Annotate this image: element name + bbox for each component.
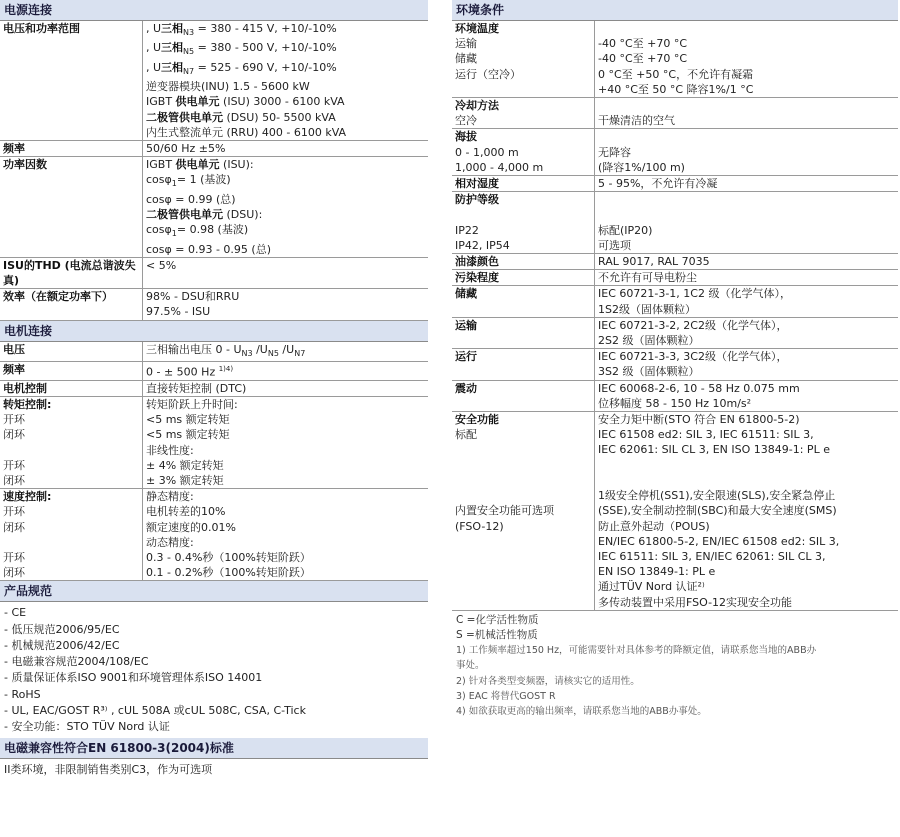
spec-key: 污染程度	[452, 270, 595, 286]
spec-value-line: IEC 60721-3-1, 1C2 级（化学气体），	[598, 287, 791, 301]
spec-key: 环境温度 运输 储藏 运行（空冷）	[452, 21, 595, 98]
spec-value-line: 直接转矩控制 (DTC)	[146, 381, 247, 395]
spec-value-line: 1级安全停机(SS1),安全限速(SLS),安全紧急停止	[598, 489, 836, 503]
spec-key-sub	[455, 207, 592, 222]
spec-key: 运输	[452, 317, 595, 348]
spec-row	[0, 21, 428, 140]
spec-key: 相对湿度	[452, 176, 595, 192]
spec-key-sub: 闭环	[3, 428, 25, 442]
spec-value-line: 标配(IP20)	[598, 223, 653, 237]
spec-value-line: 3S2 级（固体颗粒）	[598, 365, 700, 379]
spec-value-line: EN/IEC 61800-5-2, EN/IEC 61508 ed2: SIL 3,	[598, 534, 840, 548]
left-column	[0, 0, 428, 781]
spec-row	[452, 317, 898, 348]
spec-key-sub	[455, 473, 592, 488]
spec-value-line: IEC 60068-2-6, 10 - 58 Hz 0.075 mm	[598, 381, 800, 395]
spec-value-line: 转矩阶跃上升时间:	[146, 398, 238, 412]
spec-row	[452, 21, 898, 98]
product-spec-item: - 电磁兼容规范2004/108/EC	[4, 655, 149, 669]
spec-row	[0, 289, 428, 320]
spec-row	[452, 129, 898, 176]
spec-key: 电机控制	[0, 380, 143, 396]
spec-row	[0, 157, 428, 258]
spec-key-sub: 闭环	[3, 566, 25, 580]
spec-value-line: 二极管供电单元 (DSU):	[146, 207, 263, 221]
spec-row	[0, 361, 428, 380]
spec-key-sub: 闭环	[3, 520, 25, 534]
spec-value-line: 电机转差的10%	[146, 505, 226, 519]
spec-value-line: 0 °C至 +50 °C，不允许有凝霜	[598, 67, 754, 81]
footnote-item: 3) EAC 将替代GOST R	[456, 690, 556, 702]
spec-key-sub: 1,000 - 4,000 m	[455, 160, 544, 174]
spec-value-line: 防止意外起动（POUS)	[598, 519, 710, 533]
spec-value-line: IGBT 供电单元 (ISU) 3000 - 6100 kVA	[146, 95, 345, 109]
spec-value-line: 非线性度:	[146, 443, 194, 457]
spec-key-sub: 开环	[3, 458, 25, 472]
spec-value	[143, 257, 429, 288]
spec-key-sub: (FSO-12)	[455, 519, 504, 533]
spec-value	[143, 289, 429, 320]
spec-value	[143, 21, 429, 140]
spec-key: 油漆颜色	[452, 254, 595, 270]
spec-row	[0, 140, 428, 156]
product-spec-item: - 低压规范2006/95/EC	[4, 622, 120, 636]
spec-value-line: 98% - DSU和RRU	[146, 290, 240, 304]
emc-text: II类环境，非限制销售类别C3，作为可选项	[4, 763, 213, 777]
spec-key: 频率	[0, 140, 143, 156]
spec-key-sub: 闭环	[3, 474, 25, 488]
spec-key-sub: 空冷	[455, 114, 477, 128]
spec-value-line: 二极管供电单元 (DSU) 50- 5500 kVA	[146, 110, 336, 124]
spec-value-line: 安全力矩中断(STO 符合 EN 61800-5-2)	[598, 413, 800, 427]
spec-key-sub: 开环	[3, 551, 25, 565]
spec-value-line: 97.5% - ISU	[146, 305, 211, 319]
spec-value-line: 0.3 - 0.4%秒（100%转矩阶跃）	[146, 551, 311, 565]
spec-key: 运行	[452, 349, 595, 380]
spec-row	[452, 176, 898, 192]
spec-value-line: 动态精度:	[146, 535, 194, 549]
spec-value-line: 50/60 Hz ±5%	[146, 141, 226, 155]
spec-value-line: 逆变器模块(INU) 1.5 - 5600 kW	[146, 80, 310, 94]
spec-value	[595, 380, 899, 411]
spec-value	[143, 342, 429, 362]
spec-key: 海拔 0 - 1,000 m 1,000 - 4,000 m	[452, 129, 595, 176]
spec-value-line: IEC 60721-3-2, 2C2级（化学气体），	[598, 318, 788, 332]
spec-value-line: ± 4% 额定转矩	[146, 458, 224, 472]
footnotes	[452, 611, 898, 721]
product-spec-item: - CE	[4, 606, 27, 620]
spec-value-line: IGBT 供电单元 (ISU):	[146, 158, 254, 172]
spec-value	[143, 489, 429, 581]
spec-key-sub: 标配	[455, 428, 477, 442]
spec-row	[452, 254, 898, 270]
footnote-item: 4) 如欲获取更高的输出频率，请联系您当地的ABB办事处。	[456, 705, 707, 717]
spec-key: ISU的THD (电流总谐波失真)	[0, 257, 143, 288]
spec-value-line: 1S2级（固体颗粒）	[598, 302, 696, 316]
spec-key-sub	[3, 535, 140, 550]
spec-value-line: 静态精度:	[146, 490, 194, 504]
spec-value-line: < 5%	[146, 258, 177, 272]
spec-row	[0, 397, 428, 489]
spec-value-line: , U三相$_{N7}$ = 525 - 690 V, +10/-10%	[146, 60, 337, 76]
product-spec-item: - RoHS	[4, 687, 41, 701]
spec-value	[595, 129, 899, 176]
spec-key-sub: 开环	[3, 505, 25, 519]
spec-row	[452, 98, 898, 129]
spec-value-line: 通过TÜV Nord 认证²⁾	[598, 580, 705, 594]
spec-key: 电压和功率范围	[0, 21, 143, 140]
spec-value	[143, 397, 429, 489]
spec-row	[452, 380, 898, 411]
spec-value-line: <5 ms 额定转矩	[146, 413, 230, 427]
spec-value	[595, 176, 899, 192]
spec-row	[452, 349, 898, 380]
spec-key: 速度控制: 开环 闭环 开环 闭环	[0, 489, 143, 581]
power-section-title: 电源连接	[0, 0, 428, 21]
spec-value-line: <5 ms 额定转矩	[146, 428, 230, 442]
spec-key-sub: IP22	[455, 223, 479, 237]
spec-key-sub	[455, 488, 592, 503]
spec-value-line: RAL 9017, RAL 7035	[598, 255, 710, 269]
spec-value	[143, 140, 429, 156]
spec-value-line: , U三相$_{N5}$ = 380 - 500 V, +10/-10%	[146, 41, 337, 57]
spec-row	[0, 489, 428, 581]
spec-row	[452, 286, 898, 317]
spec-value-line: cosφ = 0.93 - 0.95 (总)	[146, 242, 272, 256]
spec-value	[595, 317, 899, 348]
spec-value	[595, 98, 899, 129]
spec-value-line: (降容1%/100 m)	[598, 160, 685, 174]
spec-value-line	[598, 192, 896, 207]
product-spec-item: - UL, EAC/GOST R³⁾ , cUL 508A 或cUL 508C, CSA, C-Tick	[4, 703, 306, 717]
footnote-item: 事处。	[456, 660, 485, 672]
env-section-title: 环境条件	[452, 0, 898, 21]
product-spec-list	[0, 602, 428, 738]
spec-row	[452, 270, 898, 286]
spec-value-line: IEC 60721-3-3, 3C2级（化学气体），	[598, 350, 788, 364]
spec-key-sub: 开环	[3, 413, 25, 427]
spec-value-line: 三相输出电压 $0 - U_{N3}$ $/U_{N5}$ $/U_{N7}$	[146, 342, 306, 358]
spec-key: 冷却方法 空冷	[452, 98, 595, 129]
spec-value-line: cosφ = 0.99 (总)	[146, 192, 236, 206]
footnote-item: S =机械活性物质	[456, 628, 538, 641]
spec-key: 防护等级 IP22 IP42, IP54	[452, 192, 595, 254]
emc-section-title: 电磁兼容性符合EN 61800-3(2004)标准	[0, 738, 428, 759]
env-table	[452, 21, 898, 611]
spec-row	[0, 342, 428, 362]
spec-value	[143, 380, 429, 396]
spec-value-line: -40 °C至 +70 °C	[598, 52, 688, 66]
spec-value-line	[598, 129, 896, 144]
spec-value-line	[598, 98, 896, 113]
spec-key-sub: 运行（空冷）	[455, 67, 521, 81]
spec-key: 功率因数	[0, 157, 143, 258]
power-table	[0, 21, 428, 321]
spec-value-line: 0 - ± 500 Hz $^{1)4)}$	[146, 364, 234, 379]
spec-value-line: EN ISO 13849-1: PL e	[598, 565, 716, 579]
spec-value-line: ± 3% 额定转矩	[146, 474, 224, 488]
spec-key: 储藏	[452, 286, 595, 317]
footnote-item: C =化学活性物质	[456, 613, 539, 626]
spec-row	[452, 192, 898, 254]
spec-value-line: 可选项	[598, 238, 631, 252]
spec-value-line: 0.1 - 0.2%秒（100%转矩阶跃）	[146, 566, 311, 580]
spec-key: 转矩控制: 开环 闭环 开环 闭环	[0, 397, 143, 489]
spec-row	[0, 257, 428, 288]
spec-key: 电压	[0, 342, 143, 362]
spec-value-line: 额定速度的0.01%	[146, 520, 236, 534]
spec-key-sub	[455, 458, 592, 473]
spec-value-line	[598, 207, 896, 222]
spec-key-sub	[3, 443, 140, 458]
spec-value-line: 不允许有可导电粉尘	[598, 271, 697, 285]
spec-value	[595, 21, 899, 98]
spec-value-line: 内生式整流单元 (RRU) 400 - 6100 kVA	[146, 125, 347, 139]
product-spec-item: - 机械规范2006/42/EC	[4, 638, 120, 652]
spec-value	[595, 254, 899, 270]
spec-value-line: , U三相$_{N3}$ = 380 - 415 V, +10/-10%	[146, 22, 337, 38]
spec-value-line: +40 °C至 50 °C 降容1%/1 °C	[598, 82, 754, 96]
spec-key: 效率（在额定功率下）	[0, 289, 143, 320]
spec-key-sub: 内置安全功能可选项	[455, 504, 554, 518]
spec-value-line: 2S2 级（固体颗粒）	[598, 334, 700, 348]
spec-value-line: 位移幅度 58 - 150 Hz 10m/s²	[598, 396, 752, 410]
spec-value	[595, 270, 899, 286]
spec-value-line: IEC 61511: SIL 3, EN/IEC 62061: SIL CL 3,	[598, 549, 826, 563]
spec-value-line: (SSE),安全制动控制(SBC)和最大安全速度(SMS)	[598, 504, 837, 518]
spec-value-line: -40 °C至 +70 °C	[598, 37, 688, 51]
spec-key: 震动	[452, 380, 595, 411]
spec-value-line: cosφ$_1$= 0.98 (基波)	[146, 223, 249, 239]
spec-value	[595, 412, 899, 611]
spec-row	[0, 380, 428, 396]
spec-value-line: IEC 61508 ed2: SIL 3, IEC 61511: SIL 3,	[598, 428, 814, 442]
spec-key-sub	[455, 442, 592, 457]
spec-value	[143, 361, 429, 380]
spec-row	[452, 412, 898, 611]
product-section-title: 产品规范	[0, 581, 428, 602]
spec-value-line: IEC 62061: SIL CL 3, EN ISO 13849-1: PL e	[598, 443, 830, 457]
spec-value-line: 无降容	[598, 145, 631, 159]
footnote-item: 1) 工作频率超过150 Hz，可能需要针对具体参考的降额定值，请联系您当地的ABB办	[456, 645, 817, 657]
spec-key-sub: 运输	[455, 37, 477, 51]
spec-value-line: cosφ$_1$= 1 (基波)	[146, 173, 231, 189]
spec-key-sub: 储藏	[455, 52, 477, 66]
spec-value-line: 干燥清洁的空气	[598, 114, 675, 128]
spec-value	[595, 286, 899, 317]
spec-value	[595, 192, 899, 254]
spec-value-line	[598, 473, 896, 488]
spec-key: 安全功能 标配 内置安全功能可选项 (FSO-12)	[452, 412, 595, 611]
product-spec-item: - 安全功能：STO TÜV Nord 认证	[4, 719, 170, 733]
spec-value-line	[598, 458, 896, 473]
spec-key-sub: 0 - 1,000 m	[455, 145, 519, 159]
motor-table	[0, 342, 428, 582]
spec-value-line: 多传动装置中采用FSO-12实现安全功能	[598, 595, 793, 609]
spec-key-sub: IP42, IP54	[455, 238, 510, 252]
spec-value	[143, 157, 429, 258]
motor-section-title: 电机连接	[0, 321, 428, 342]
right-column	[452, 0, 898, 721]
footnote-item: 2) 针对各类型变频器，请核实它的适用性。	[456, 675, 640, 687]
spec-value-line: 5 - 95%，不允许有冷凝	[598, 177, 718, 191]
product-spec-item: - 质量保证体系ISO 9001和环境管理体系ISO 14001	[4, 671, 263, 685]
spec-value	[595, 349, 899, 380]
spec-key: 频率	[0, 361, 143, 380]
